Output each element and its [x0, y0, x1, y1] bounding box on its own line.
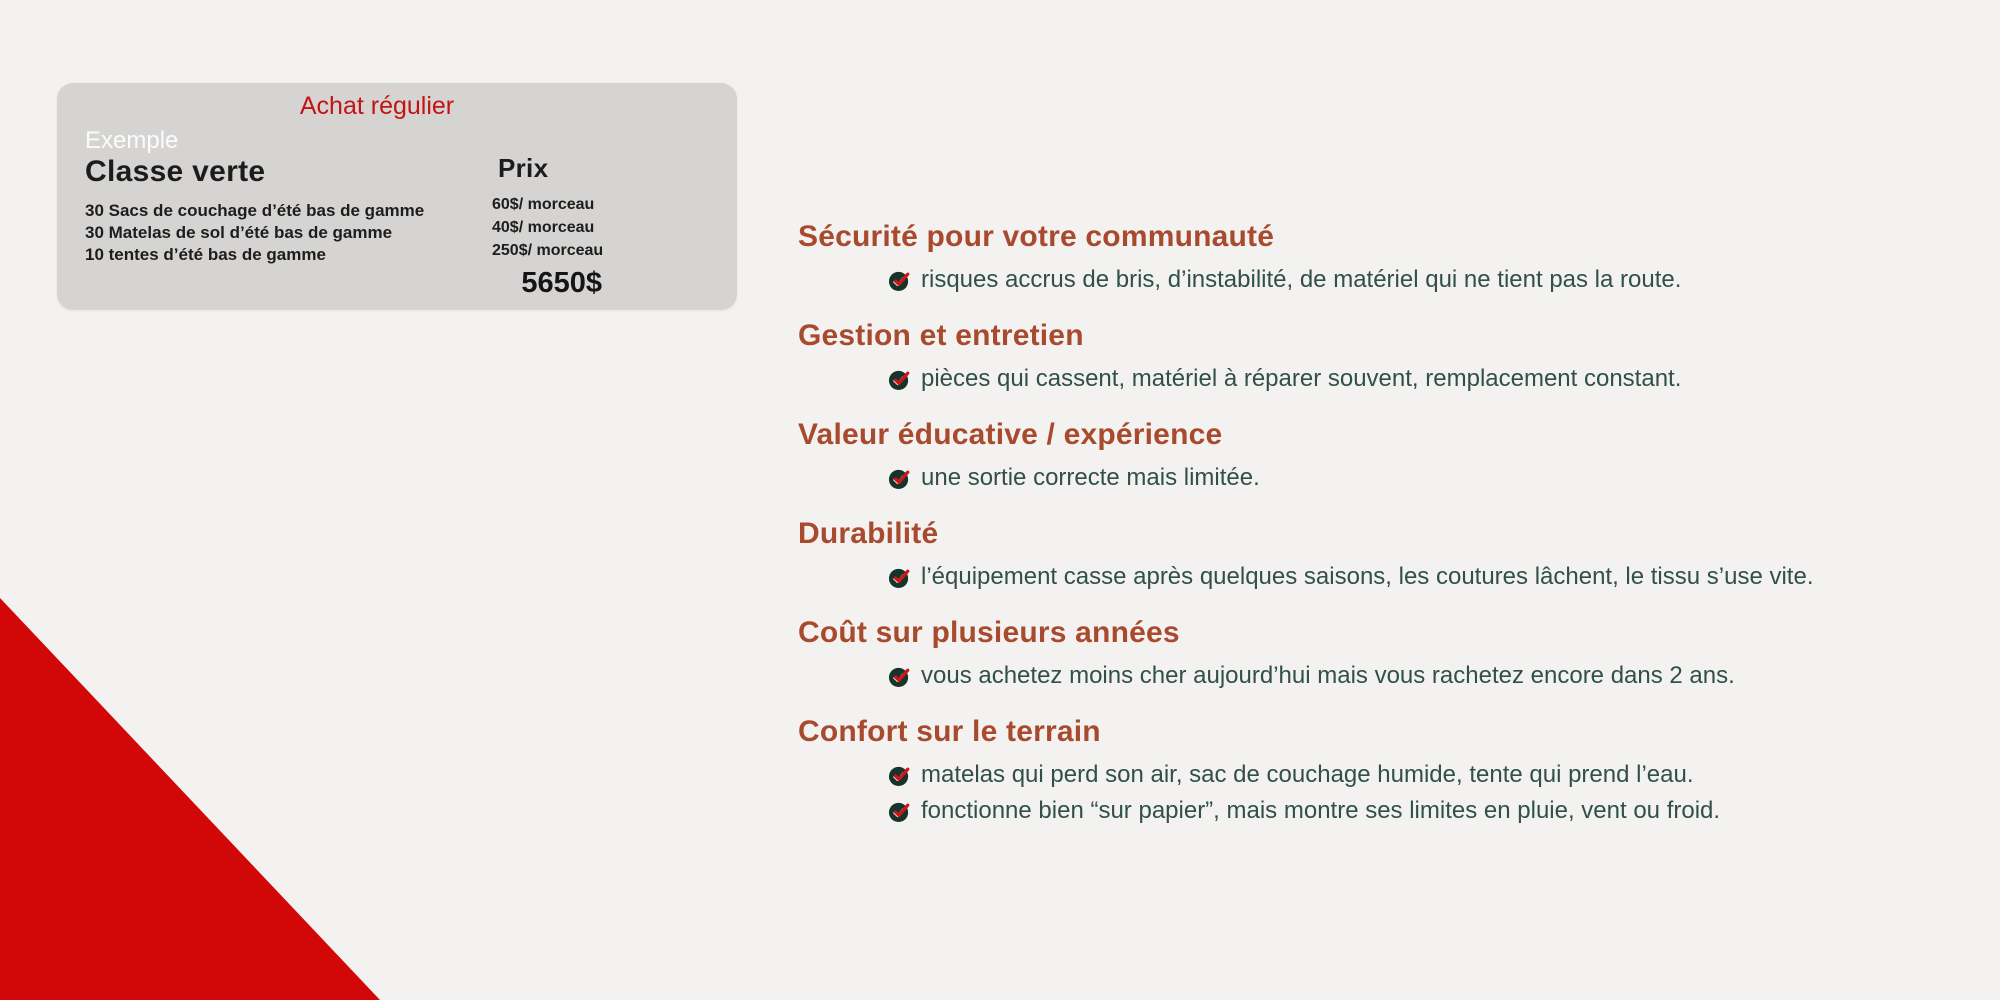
check-badge-icon: [888, 368, 911, 391]
price-value: 250$/ morceau: [492, 242, 604, 259]
check-badge-icon: [888, 467, 911, 490]
red-corner-triangle: [0, 598, 380, 1000]
list-item: [888, 760, 1978, 790]
check-badge-icon: [888, 764, 911, 787]
list-item: [888, 562, 1978, 592]
section-securite: [798, 220, 1978, 295]
bullet-text: l’équipement casse après quelques saisons, les coutures lâchent, le tissu s’use vite.: [921, 563, 1814, 590]
bullet-text: matelas qui perd son air, sac de couchage humide, tente qui prend l’eau.: [921, 761, 1694, 788]
section-heading: Coût sur plusieurs années: [798, 616, 1180, 649]
card-left-column: [85, 127, 424, 266]
bullet-list: [798, 760, 1978, 826]
section-heading: Valeur éducative / expérience: [798, 418, 1223, 451]
price-column-header: Prix: [498, 153, 549, 183]
section-valeur: [798, 418, 1978, 493]
section-durabilite: [798, 517, 1978, 592]
price-value: 40$/ morceau: [492, 219, 595, 236]
card-title: Achat régulier: [299, 92, 455, 120]
price-value: 60$/ morceau: [492, 196, 595, 213]
list-item: [888, 265, 1978, 295]
section-heading: Gestion et entretien: [798, 319, 1084, 352]
section-cout: [798, 616, 1978, 691]
bullet-text: fonctionne bien “sur papier”, mais montre ses limites en pluie, vent ou froid.: [921, 797, 1721, 824]
section-gestion: [798, 319, 1978, 394]
check-badge-icon: [888, 566, 911, 589]
bullet-text: une sortie correcte mais limitée.: [921, 464, 1260, 491]
list-item: [888, 796, 1978, 826]
bullet-list: [798, 364, 1978, 394]
section-confort: [798, 715, 1978, 826]
pricing-card: [57, 83, 737, 310]
bullet-text: vous achetez moins cher aujourd’hui mais vous rachetez encore dans 2 ans.: [921, 662, 1735, 689]
section-heading: Durabilité: [798, 517, 939, 550]
card-total: 5650$: [521, 267, 602, 299]
list-item: [888, 463, 1978, 493]
bullet-text: risques accrus de bris, d’instabilité, de matériel qui ne tient pas la route.: [921, 266, 1682, 293]
sections-content: [798, 220, 1978, 850]
section-heading: Confort sur le terrain: [798, 715, 1101, 748]
check-badge-icon: [888, 665, 911, 688]
section-heading: Sécurité pour votre communauté: [798, 220, 1275, 253]
bullet-list: [798, 463, 1978, 493]
bullet-list: [798, 661, 1978, 691]
bullet-list: [798, 562, 1978, 592]
check-badge-icon: [888, 800, 911, 823]
bullet-text: pièces qui cassent, matériel à réparer souvent, remplacement constant.: [921, 365, 1682, 392]
list-item: [888, 364, 1978, 394]
list-item: [888, 661, 1978, 691]
card-subtitle: Exemple: [85, 127, 179, 154]
card-price-column: [492, 153, 603, 262]
bullet-list: [798, 265, 1978, 295]
card-item: 30 Sacs de couchage d’été bas de gamme: [85, 201, 425, 220]
card-item: 30 Matelas de sol d’été bas de gamme: [85, 223, 393, 242]
card-item: 10 tentes d’été bas de gamme: [85, 245, 326, 264]
check-badge-icon: [888, 269, 911, 292]
card-heading: Classe verte: [85, 155, 266, 188]
